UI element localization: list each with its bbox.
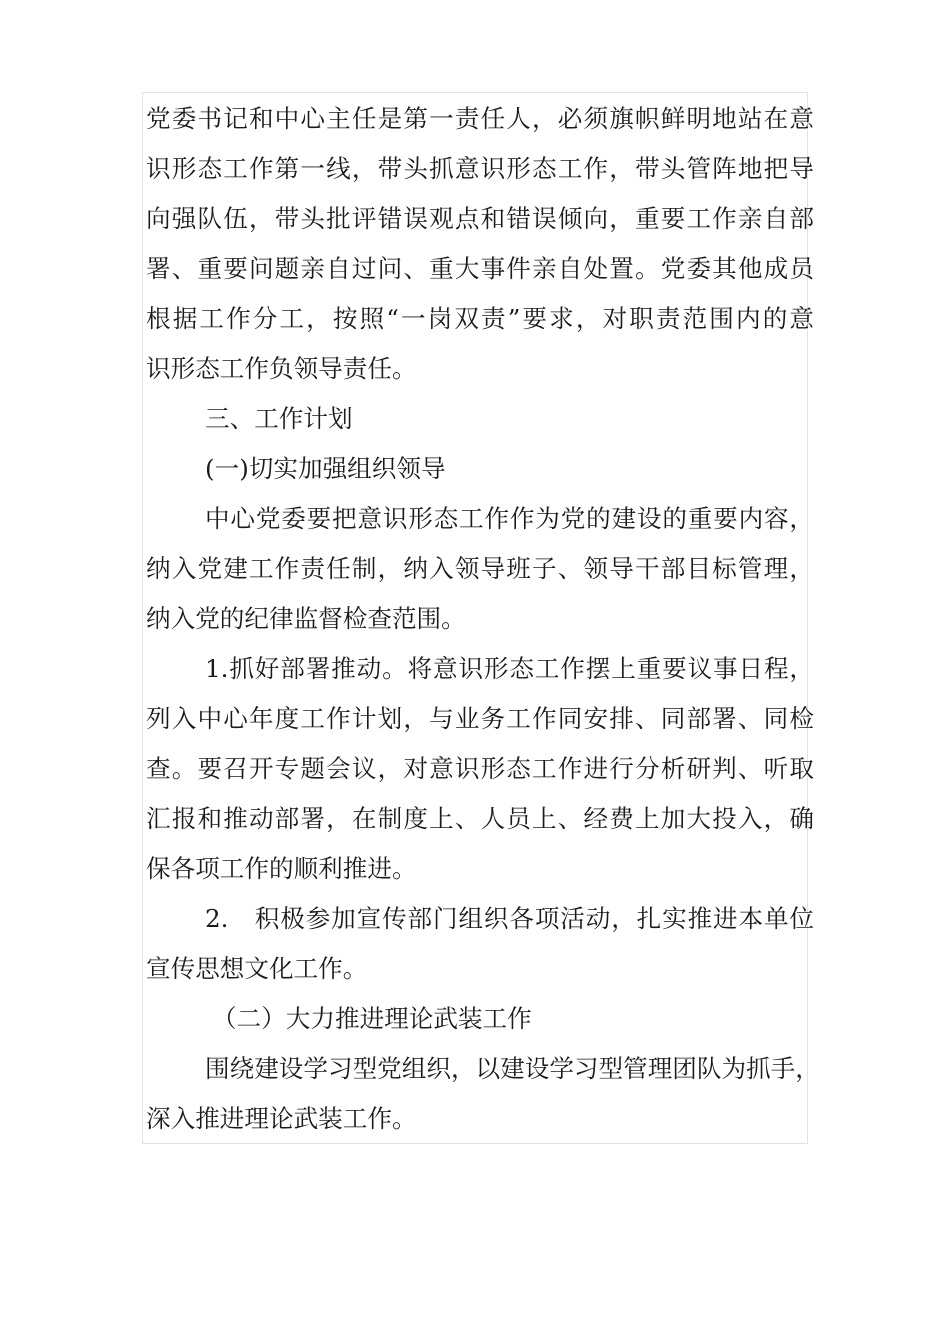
paragraph-line: 纳入党建工作责任制，纳入领导班子、领导干部目标管理， (146, 554, 814, 583)
document-body (146, 94, 820, 1144)
paragraph-line: 识形态工作负领导责任。 (146, 354, 417, 383)
paragraph-line: 列入中心年度工作计划，与业务工作同安排、同部署、同检 (146, 704, 814, 733)
paragraph-line: 宣传思想文化工作。 (146, 954, 368, 983)
paragraph-line: 查。要召开专题会议，对意识形态工作进行分析研判、听取 (146, 754, 814, 783)
section-heading: 三、工作计划 (205, 404, 353, 433)
paragraph-line: 党委书记和中心主任是第一责任人，必须旗帜鲜明地站在意 (146, 104, 814, 133)
paragraph-line: 向强队伍，带头批评错误观点和错误倾向，重要工作亲自部 (146, 204, 814, 233)
paragraph-line: 1.抓好部署推动。将意识形态工作摆上重要议事日程， (205, 654, 814, 683)
paragraph-line: 深入推进理论武装工作。 (146, 1104, 417, 1133)
paragraph-line: 围绕建设学习型党组织，以建设学习型管理团队为抓手， (205, 1054, 820, 1083)
paragraph-line: 保各项工作的顺利推进。 (146, 854, 417, 883)
paragraph-line: 识形态工作第一线，带头抓意识形态工作，带头管阵地把导 (146, 154, 814, 183)
paragraph-line: 署、重要问题亲自过问、重大事件亲自处置。党委其他成员 (146, 254, 814, 283)
paragraph-line: 中心党委要把意识形态工作作为党的建设的重要内容， (205, 504, 814, 533)
paragraph-line: 汇报和推动部署，在制度上、人员上、经费上加大投入，确 (146, 804, 814, 833)
paragraph-line: 2. 积极参加宣传部门组织各项活动，扎实推进本单位 (205, 904, 814, 933)
paragraph-line: 纳入党的纪律监督检查范围。 (146, 604, 466, 633)
paragraph-line: 根据工作分工，按照“一岗双责”要求，对职责范围内的意 (146, 304, 814, 333)
subsection-heading: (一)切实加强组织领导 (205, 454, 446, 483)
subsection-heading: （二）大力推进理论武装工作 (212, 1004, 532, 1033)
